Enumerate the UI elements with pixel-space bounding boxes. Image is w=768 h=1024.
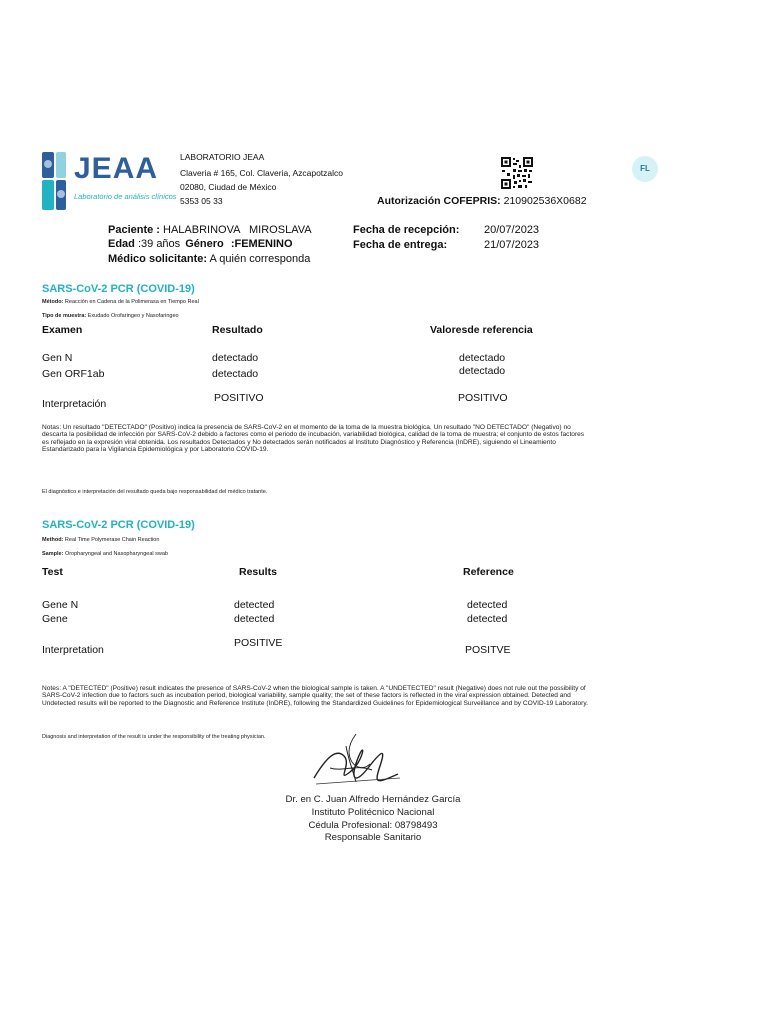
delivery-date-value: 21/07/2023 (484, 239, 540, 251)
english-disclaimer: Diagnosis and interpretation of the result is under the responsibility of the treating physician. (42, 734, 266, 740)
header-examen: Examen (42, 324, 83, 336)
signer-license: Cédula Profesional: 08798493 (308, 820, 438, 831)
fl-badge: FL (632, 156, 658, 182)
signer-institution: Instituto Politécnico Nacional (311, 807, 435, 818)
logo-text: JEAA (74, 152, 159, 185)
requesting-doctor (108, 253, 310, 265)
table-row-result: detected (234, 613, 275, 625)
table-row-reference: detected (467, 613, 508, 625)
age-label: Edad (108, 238, 135, 250)
delivery-date-label: Fecha de entrega: (353, 239, 448, 251)
english-section-title: SARS-CoV-2 PCR (COVID-19) (42, 519, 195, 531)
header-test: Test (42, 566, 63, 578)
table-row-test: Gen ORF1ab (42, 368, 105, 380)
method-label: Método: (42, 299, 64, 305)
table-row-result: detected (234, 599, 275, 611)
spanish-sample-type (42, 313, 179, 319)
reception-date-value: 20/07/2023 (484, 224, 540, 236)
handwritten-signature (306, 728, 406, 790)
lab-address-line1: Claveria # 165, Col. Claveria, Azcapotzalco (180, 168, 343, 178)
cofepris-label: Autorización COFEPRIS: (377, 195, 501, 207)
table-row-test: Gen N (42, 352, 73, 364)
gender-value: :FEMENINO (230, 238, 293, 250)
spanish-method (42, 299, 199, 305)
spanish-disclaimer: El diagnóstico e interpretación del resultado queda bajo responsabilidad del médico tratante. (42, 489, 268, 495)
table-row-test: Interpretación (42, 398, 107, 410)
header-results: Results (239, 566, 277, 578)
header-referencia: Valoresde referencia (430, 324, 533, 336)
table-row-reference: detectado (459, 365, 506, 377)
method-label: Method: (42, 537, 64, 543)
doctor-value: A quién corresponda (209, 253, 311, 265)
table-row-test: Gene N (42, 599, 79, 611)
table-row-test: Gene (42, 613, 68, 625)
lab-address-line2: 02080, Ciudad de México (180, 182, 277, 192)
lab-phone: 5353 05 33 (180, 196, 223, 206)
table-row-result: POSITIVE (234, 637, 283, 649)
lab-logo (40, 150, 177, 216)
lab-name: LABORATORIO JEAA (180, 152, 265, 162)
table-row-reference: POSITIVO (458, 392, 508, 404)
english-sample-type (42, 551, 168, 557)
sample-label: Tipo de muestra: (42, 313, 87, 319)
cofepris-authorization (377, 195, 587, 207)
method-value: Reacción en Cadena de la Polimerasa en Tiempo Real (64, 299, 199, 305)
table-row-result: detectado (212, 368, 259, 380)
table-row-reference: POSITVE (465, 644, 511, 656)
patient-name-label: Paciente : (108, 224, 160, 236)
spanish-section-title: SARS-CoV-2 PCR (COVID-19) (42, 283, 195, 295)
doctor-label: Médico solicitante: (108, 253, 208, 265)
header-resultado: Resultado (212, 324, 263, 336)
patient-name-value: HALABRINOVA MIROSLAVA (163, 224, 312, 236)
qr-code-icon (500, 156, 534, 190)
sample-label: Sample: (42, 551, 64, 557)
table-row-reference: detectado (459, 352, 506, 364)
table-row-reference: detected (467, 599, 508, 611)
cofepris-value: 210902536X0682 (503, 195, 587, 207)
header-reference: Reference (463, 566, 514, 578)
patient-age-gender (108, 238, 293, 250)
method-value: Real Time Polymerase Chain Reaction (64, 537, 160, 543)
signer-name: Dr. en C. Juan Alfredo Hernández García (285, 794, 461, 805)
spanish-notes: Notas: Un resultado "DETECTADO" (Positivo) indica la presencia de SARS-CoV-2 en el momento de la toma de la muestra biológica. Un resultado "NO DETECTADO" (Negativo) no descarta la posibilidad de infección por SARS-CoV-2 debido a factores como el periodo de incubación, variabilidad biológica, calidad de la toma de muestra; el conjunto de estos factores es reflejado en la expresión viral obtenida. Los resultados Detectados y No detectados serán notificados al Instituto Diagnóstico y Referencia (InDRE), siguiendo el Lineamiento Estandarizado para la Vigilancia Epidemiológica y por Laboratorio COVID-19. (42, 424, 585, 454)
sample-value: Oropharyngeal and Nasopharyngeal swab (64, 551, 168, 557)
english-method (42, 537, 159, 543)
logo-subtitle: Laboratorio de análisis clínicos (74, 192, 177, 201)
table-row-result: POSITIVO (214, 392, 264, 404)
patient-name (108, 224, 312, 236)
age-value: :39 años (137, 238, 181, 250)
reception-date-label: Fecha de recepción: (353, 224, 460, 236)
english-notes: Notes: A "DETECTED" (Positive) result indicates the presence of SARS-CoV-2 when the biological sample is taken. A "UNDETECTED" result (Negative) does not rule out the possibility of SARS-CoV-2 infection due to factors such as incubation period, biological variability, sample quality; the set of these factors is reflected in the viral expression obtained. Detected and Undetected results will be reported to the Diagnostic and Reference Institute (InDRE), following the Standardized Guidelines for Epidemiological Surveillance and by COVID-19 Laboratory. (42, 685, 588, 707)
table-row-test: Interpretation (42, 644, 104, 656)
table-row-result: detectado (212, 352, 259, 364)
sample-value: Exudado Orofaringeo y Nasofaringeo (87, 313, 179, 319)
signer-role: Responsable Sanitario (324, 832, 422, 843)
gender-label: Género (185, 238, 224, 250)
